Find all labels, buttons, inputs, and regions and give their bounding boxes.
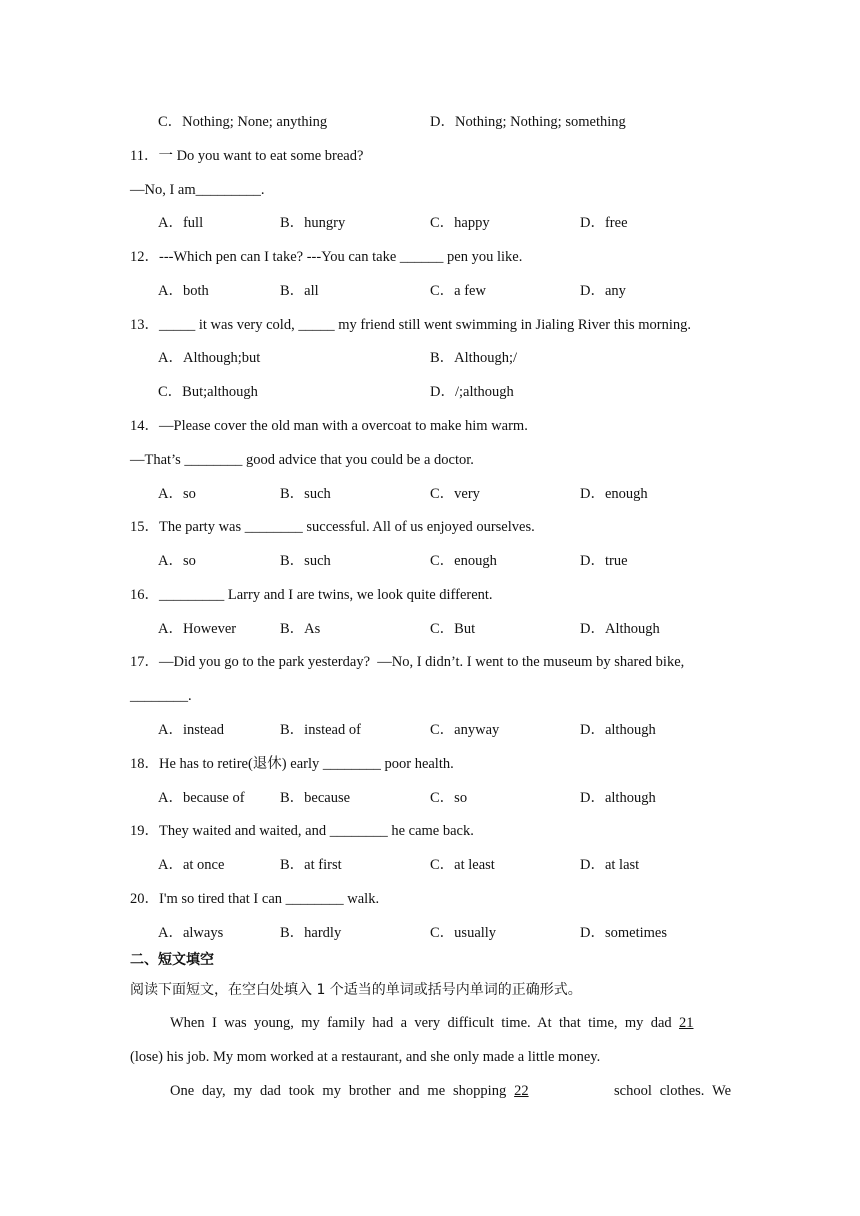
passage-p2-mid: school clothes. We (613, 1083, 732, 1099)
q12-option-b: B．all (280, 283, 319, 299)
passage-p1-start: When I was young, my family had a very difficult time. At that time, my dad (170, 1015, 672, 1031)
q19-option-d: D．at last (580, 857, 640, 873)
q14-option-c: C．very (430, 486, 480, 502)
q20-option-a: A．always (158, 925, 224, 941)
q20-stem: 20．I'm so tired that I can ________ walk. (130, 891, 380, 907)
q20-option-c: C．usually (430, 925, 497, 941)
q16-stem: 16．_________ Larry and I are twins, we look quite different. (130, 587, 493, 603)
passage-line-2 (130, 1081, 731, 1101)
q15-option-c: C．enough (430, 553, 497, 569)
q12-stem: 12．---Which pen can I take? ---You can take ______ pen you like. (130, 249, 523, 265)
q17-stem: 17．—Did you go to the park yesterday? —No, I didn’t. I went to the museum by shared bike, (130, 654, 685, 670)
q14-stem: 14．—Please cover the old man with a overcoat to make him warm. (130, 418, 528, 434)
q11-option-d: D．free (580, 215, 628, 231)
q17-line2: ________. (130, 688, 192, 704)
blank-21: 21 (679, 1015, 694, 1031)
q18-option-b: B．because (280, 790, 351, 806)
section-instruction: 阅读下面短文，在空白处填入 1 个适当的单词或括号内单词的正确形式。 (130, 982, 582, 998)
q13-stem: 13．_____ it was very cold, _____ my friend still went swimming in Jialing River this morning. (130, 317, 692, 333)
q13-option-d: D．/;although (430, 384, 514, 400)
q14-option-d: D．enough (580, 486, 648, 502)
q17-option-c: C．anyway (430, 722, 500, 738)
q17-option-b: B．instead of (280, 722, 361, 738)
q19-stem: 19．They waited and waited, and ________ he came back. (130, 823, 474, 839)
q18-stem: 18．He has to retire(退休) early ________ poor health. (130, 756, 454, 772)
q11-option-c: C．happy (430, 215, 490, 231)
q20-option-d: D．sometimes (580, 925, 667, 941)
q15-option-b: B．such (280, 553, 331, 569)
section-heading: 二、短文填空 (130, 952, 214, 968)
q18-option-c: C．so (430, 790, 468, 806)
q12-option-d: D．any (580, 283, 626, 299)
passage-p1-end: (lose) his job. My mom worked at a restaurant, and she only made a little money. (130, 1049, 601, 1065)
q17-option-a: A．instead (158, 722, 225, 738)
q13-option-c: C．But;although (158, 384, 258, 400)
q16-option-d: D．Although (580, 621, 660, 637)
q13-option-a: A．Although;but (158, 350, 261, 366)
q16-option-b: B．As (280, 621, 321, 637)
q12-option-a: A．both (158, 283, 209, 299)
q15-stem: 15．The party was ________ successful. All of us enjoyed ourselves. (130, 519, 535, 535)
q10-option-c: C．Nothing; None; anything (158, 114, 328, 130)
q12-option-c: C．a few (430, 283, 486, 299)
passage-line-1 (130, 1013, 731, 1033)
q10-option-d: D．Nothing; Nothing; something (430, 114, 626, 130)
q15-option-a: A．so (158, 553, 196, 569)
q19-option-b: B．at first (280, 857, 342, 873)
passage-p2-start: One day, my dad took my brother and me shopping (170, 1083, 507, 1099)
q14-option-a: A．so (158, 486, 196, 502)
q14-line2: —That’s ________ good advice that you could be a doctor. (130, 452, 474, 468)
q11-line2: —No, I am_________. (130, 182, 265, 198)
q16-option-c: C．But (430, 621, 476, 637)
q18-option-d: D．although (580, 790, 656, 806)
q11-option-a: A．full (158, 215, 204, 231)
q18-option-a: A．because of (158, 790, 245, 806)
q11-option-b: B．hungry (280, 215, 346, 231)
q14-option-b: B．such (280, 486, 331, 502)
q20-option-b: B．hardly (280, 925, 342, 941)
q19-option-c: C．at least (430, 857, 495, 873)
blank-22: 22 (514, 1083, 529, 1099)
q11-stem: 11．一 Do you want to eat some bread? (130, 148, 364, 164)
q16-option-a: A．However (158, 621, 237, 637)
q15-option-d: D．true (580, 553, 628, 569)
q19-option-a: A．at once (158, 857, 225, 873)
q17-option-d: D．although (580, 722, 656, 738)
q13-option-b: B．Although;/ (430, 350, 518, 366)
